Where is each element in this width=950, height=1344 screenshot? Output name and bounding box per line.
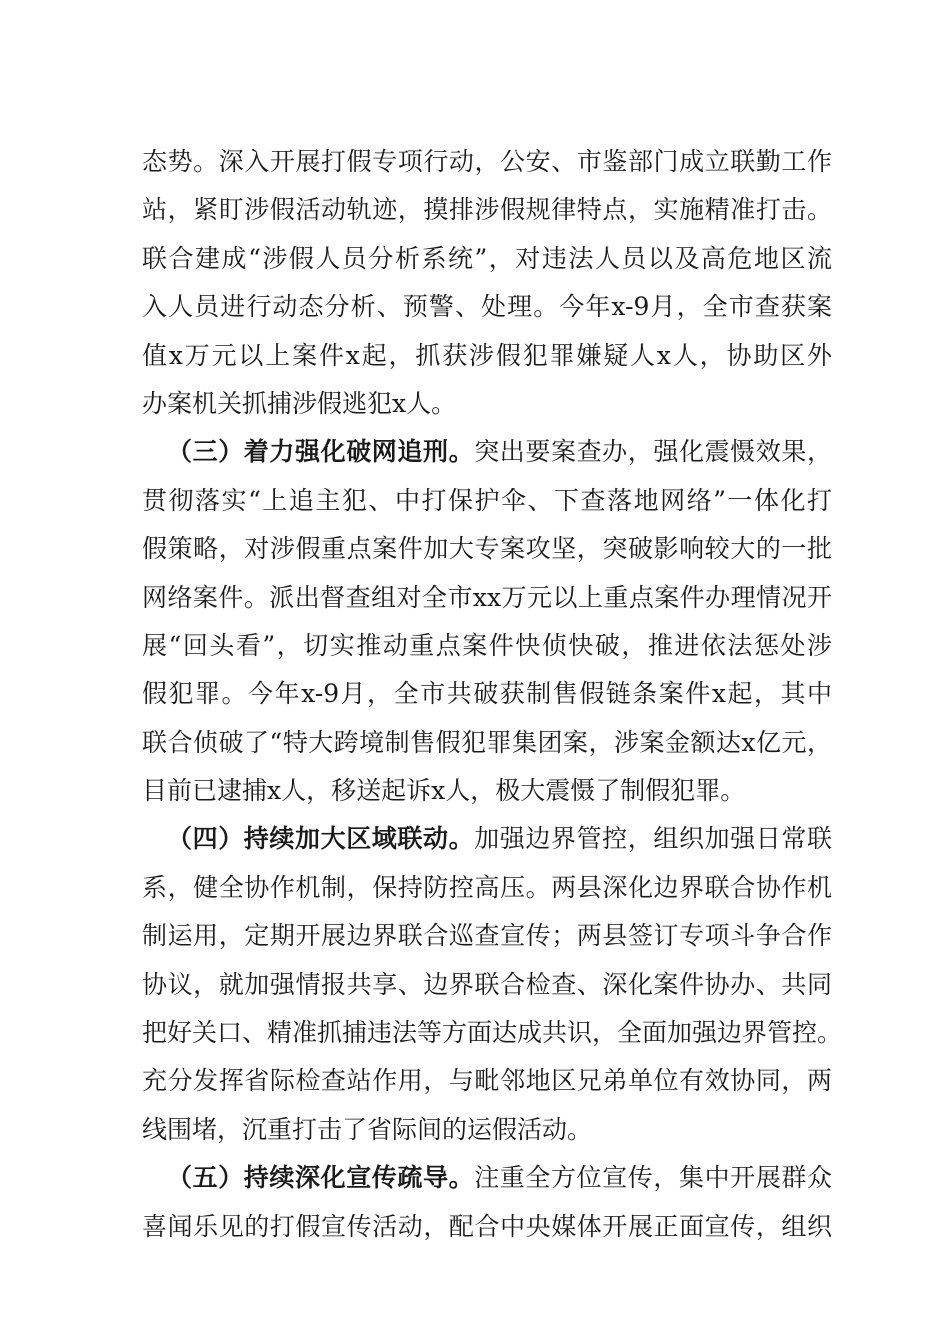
text-line	[142, 428, 832, 476]
section-heading: （五）持续深化宣传疏导。	[167, 1163, 475, 1193]
text-line: 贯彻落实“上追主犯、中打保护伞、下查落地网络”一体化打	[142, 485, 832, 515]
section-heading: （三）着力强化破网追刑。	[167, 437, 475, 467]
text-line: 办案机关抓捕涉假逃犯x人。	[142, 388, 457, 418]
text-line: 把好关口、精准抓捕违法等方面达成共识，全面加强边界管控。	[142, 1018, 843, 1048]
paragraph-section-3	[142, 428, 832, 815]
text-line: 目前已逮捕x人，移送起诉x人，极大震慑了制假犯罪。	[142, 776, 746, 806]
text-line: 态势。深入开展打假专项行动，公安、市鉴部门成立联勤工作	[142, 147, 832, 176]
text-line: 网络案件。派出督查组对全市xx万元以上重点案件办理情况开	[142, 582, 832, 612]
text-line: 联合侦破了“特大跨境制售假犯罪集团案，涉案金额达x亿元，	[142, 727, 832, 757]
paragraph-continuation	[142, 138, 832, 428]
text-run: 突出要案查办，强化震慑效果，	[474, 437, 832, 467]
text-line	[142, 1154, 832, 1202]
paragraph-section-5	[142, 1154, 832, 1251]
text-line: 线围堵，沉重打击了省际间的运假活动。	[142, 1114, 593, 1144]
paragraph-section-4	[142, 815, 843, 1154]
text-line: 值x万元以上案件x起，抓获涉假犯罪嫌疑人x人，协助区外	[142, 340, 832, 370]
text-line: 协议，就加强情报共享、边界联合检查、深化案件协办、共同	[142, 969, 832, 999]
text-line	[142, 815, 832, 863]
text-line: 入人员进行动态分析、预警、处理。今年x-9月，全市查获案	[142, 292, 832, 322]
text-line: 制运用，定期开展边界联合巡查宣传；两县签订专项斗争合作	[142, 921, 832, 951]
text-line: 假犯罪。今年x-9月，全市共破获制售假链条案件x起，其中	[142, 679, 832, 709]
text-line: 展“回头看”，切实推动重点案件快侦快破，推进依法惩处涉	[142, 630, 832, 660]
text-line: 充分发挥省际检查站作用，与毗邻地区兄弟单位有效协同，两	[142, 1066, 832, 1096]
text-run: 注重全方位宣传，集中开展群众	[474, 1163, 832, 1193]
text-line: 假策略，对涉假重点案件加大专案攻坚，突破影响较大的一批	[142, 534, 832, 564]
text-line: 系，健全协作机制，保持防控高压。两县深化边界联合协作机	[142, 872, 832, 902]
text-line: 联合建成“涉假人员分析系统”，对违法人员以及高危地区流	[142, 243, 832, 273]
document-body	[142, 138, 843, 1251]
section-heading: （四）持续加大区域联动。	[167, 824, 475, 854]
text-run: 加强边界管控，组织加强日常联	[474, 824, 832, 854]
text-line: 喜闻乐见的打假宣传活动，配合中央媒体开展正面宣传，组织	[142, 1211, 832, 1241]
text-line: 站，紧盯涉假活动轨迹，摸排涉假规律特点，实施精准打击。	[142, 195, 832, 225]
